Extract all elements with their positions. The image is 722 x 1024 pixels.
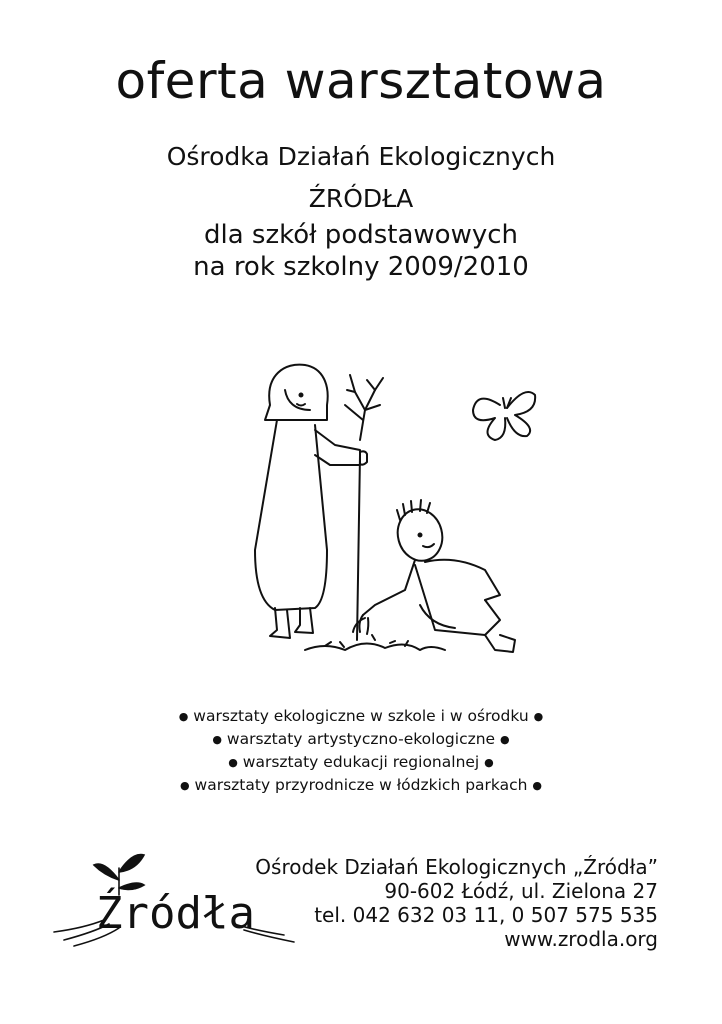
- subtitle-name: ŹRÓDŁA: [308, 184, 414, 213]
- bullet-icon: ●: [532, 779, 542, 792]
- list-item: ● warsztaty ekologiczne w szkole i w ośrodku ●: [178, 707, 544, 725]
- phone-numbers: tel. 042 632 03 11, 0 507 575 535: [314, 903, 658, 927]
- bullet-icon: ●: [228, 756, 238, 769]
- contact-block: [255, 855, 658, 951]
- bullet-icon: ●: [179, 779, 190, 792]
- organization-name: Ośrodek Działań Ekologicznych „Źródła”: [255, 855, 658, 879]
- svg-text:Źródła: Źródła: [96, 888, 255, 939]
- list-item: ● warsztaty artystyczno-ekologiczne ●: [212, 730, 510, 748]
- workshop-list: [0, 705, 722, 797]
- bullet-icon: ●: [212, 733, 222, 746]
- subtitle-organization: Ośrodka Działań Ekologicznych: [166, 142, 556, 171]
- bullet-icon: ●: [533, 710, 544, 723]
- list-item: ● warsztaty przyrodnicze w łódzkich parkach ●: [179, 776, 542, 794]
- list-item: ● warsztaty edukacji regionalnej ●: [228, 753, 494, 771]
- website-link[interactable]: www.zrodla.org: [504, 927, 658, 951]
- address: 90-602 Łódź, ul. Zielona 27: [384, 879, 658, 903]
- subtitle-year: na rok szkolny 2009/2010: [193, 252, 529, 282]
- children-planting-tree-illustration: [215, 350, 545, 680]
- bullet-icon: ●: [484, 756, 494, 769]
- bullet-icon: ●: [500, 733, 510, 746]
- subtitle-audience: dla szkół podstawowych: [204, 220, 518, 250]
- bullet-icon: ●: [178, 710, 189, 723]
- page-title: oferta warsztatowa: [115, 52, 607, 110]
